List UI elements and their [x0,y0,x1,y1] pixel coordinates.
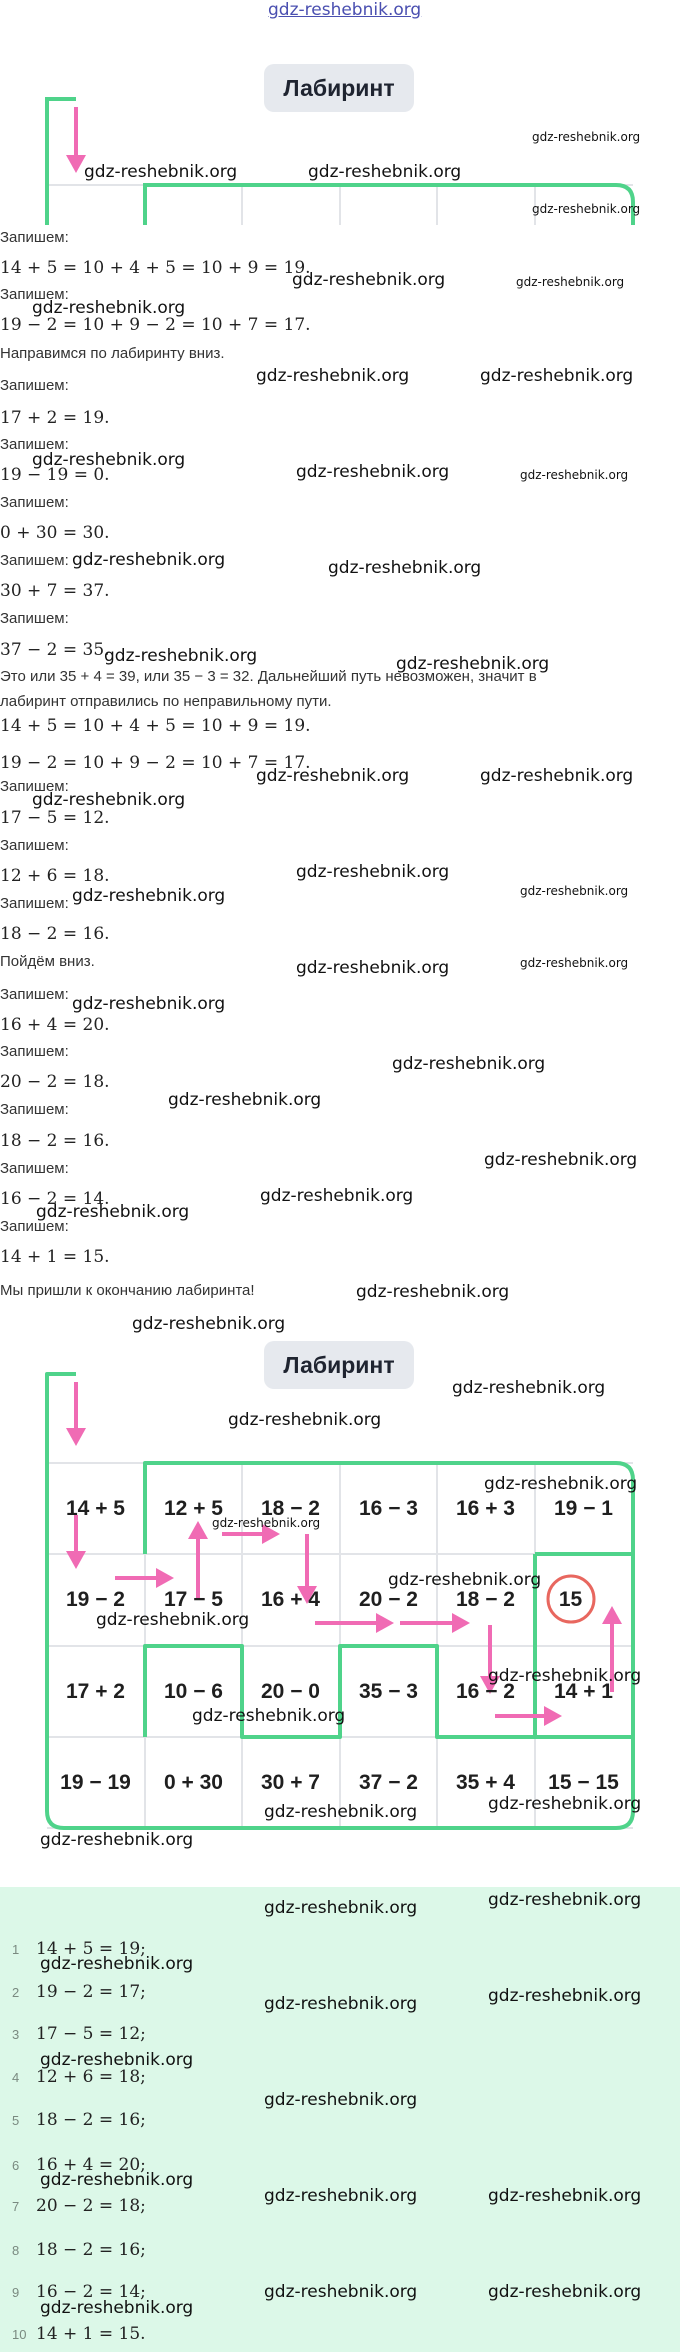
watermark: gdz-reshebnik.org [72,550,226,570]
watermark: gdz-reshebnik.org [488,2186,642,2206]
path-step: 18 − 2 = 16; [36,2110,146,2130]
watermark: gdz-reshebnik.org [480,766,634,786]
top-maze-entry-arrow [66,107,86,173]
write-label: Запишем: [0,286,69,303]
maze-cell: 35 + 4 [456,1770,515,1794]
end-text: Мы пришли к окончанию лабиринта! [0,1282,255,1299]
maze-cell: 30 + 7 [261,1770,320,1794]
equation: 18 − 2 = 16. [0,1131,110,1151]
watermark: gdz-reshebnik.org [396,654,550,674]
path-step-number: 2 [12,1985,20,2000]
maze-cell: 16 − 3 [359,1496,418,1520]
watermark: gdz-reshebnik.org [532,202,641,216]
watermark: gdz-reshebnik.org [32,790,186,810]
watermark: gdz-reshebnik.org [484,1150,638,1170]
equation: 37 − 2 = 35. [0,640,110,660]
watermark: gdz-reshebnik.org [168,1090,322,1110]
write-label: Запишем: [0,610,69,627]
maze-cell: 0 + 30 [164,1770,223,1794]
write-label: Запишем: [0,377,69,394]
watermark: gdz-reshebnik.org [296,462,450,482]
watermark: gdz-reshebnik.org [296,862,450,882]
watermark: gdz-reshebnik.org [72,994,226,1014]
watermark: gdz-reshebnik.org [40,2298,194,2318]
watermark: gdz-reshebnik.org [256,366,410,386]
write-label: Запишем: [0,1043,69,1060]
path-step: 17 − 5 = 12; [36,2024,146,2044]
maze-cell: 16 + 4 [261,1587,320,1611]
watermark: gdz-reshebnik.org [32,450,186,470]
maze-cell: 15 − 15 [548,1770,619,1794]
write-label: Запишем: [0,778,69,795]
path-step: 18 − 2 = 16; [36,2240,146,2260]
write-label: Запишем: [0,986,69,1003]
maze-cell: 14 + 5 [66,1496,125,1520]
path-step-number: 9 [12,2285,20,2300]
watermark: gdz-reshebnik.org [488,2282,642,2302]
watermark: gdz-reshebnik.org [488,1794,642,1814]
watermark: gdz-reshebnik.org [36,1202,190,1222]
equation: 19 − 2 = 10 + 9 − 2 = 10 + 7 = 17. [0,753,311,773]
watermark: gdz-reshebnik.org [520,884,629,898]
watermark: gdz-reshebnik.org [256,766,410,786]
watermark: gdz-reshebnik.org [296,958,450,978]
watermark: gdz-reshebnik.org [308,162,462,182]
equation: 0 + 30 = 30. [0,523,110,543]
maze-cell: 20 − 0 [261,1679,320,1703]
watermark: gdz-reshebnik.org [292,270,446,290]
maze-cell: 16 + 3 [456,1496,515,1520]
path-step-number: 4 [12,2070,20,2085]
maze-cell: 17 + 2 [66,1679,125,1703]
watermark: gdz-reshebnik.org [104,646,258,666]
watermark: gdz-reshebnik.org [480,366,634,386]
watermark: gdz-reshebnik.org [392,1054,546,1074]
maze-cell: 37 − 2 [359,1770,418,1794]
equation: 12 + 6 = 18. [0,866,110,886]
watermark: gdz-reshebnik.org [84,162,238,182]
watermark: gdz-reshebnik.org [72,886,226,906]
maze-cell: 18 − 2 [456,1587,515,1611]
maze-cell: 35 − 3 [359,1679,418,1703]
maze-cell: 19 − 19 [60,1770,131,1794]
watermark: gdz-reshebnik.org [40,2050,194,2070]
equation: 14 + 1 = 15. [0,1247,110,1267]
direction-note: Пойдём вниз. [0,953,95,970]
watermark: gdz-reshebnik.org [264,1802,418,1822]
equation: 17 − 5 = 12. [0,808,110,828]
watermark: gdz-reshebnik.org [488,1666,642,1686]
watermark: gdz-reshebnik.org [96,1610,250,1630]
maze-cell-finish: 15 [558,1587,583,1611]
dead-end-text: Это или 35 + 4 = 39, или 35 − 3 = 32. Дальнейший путь невозможен, значит в [0,668,537,685]
maze-cell: 20 − 2 [359,1587,418,1611]
watermark: gdz-reshebnik.org [388,1570,542,1590]
watermark: gdz-reshebnik.org [264,1994,418,2014]
path-step: 14 + 1 = 15. [36,2324,146,2344]
write-label: Запишем: [0,552,69,569]
watermark: gdz-reshebnik.org [488,1890,642,1910]
write-label: Запишем: [0,494,69,511]
path-step-number: 1 [12,1942,20,1957]
path-step: 12 + 6 = 18; [36,2067,146,2087]
equation: 16 + 4 = 20. [0,1015,110,1035]
watermark: gdz-reshebnik.org [264,2090,418,2110]
equation: 17 + 2 = 19. [0,408,110,428]
write-label: Запишем: [0,436,69,453]
equation: 30 + 7 = 37. [0,581,110,601]
page-title: Лабиринт [264,64,414,112]
watermark: gdz-reshebnik.org [328,558,482,578]
dead-end-text: лабиринт отправились по неправильному пути. [0,693,332,710]
direction-note: Направимся по лабиринту вниз. [0,345,225,362]
write-label: Запишем: [0,837,69,854]
watermark: gdz-reshebnik.org [132,1314,286,1334]
maze-cell: 16 − 2 [456,1679,515,1703]
path-step-number: 6 [12,2158,20,2173]
path-step: 19 − 2 = 17; [36,1982,146,2002]
write-label: Запишем: [0,229,69,246]
maze-cell: 17 − 5 [164,1587,223,1611]
path-step-number: 8 [12,2243,20,2258]
watermark: gdz-reshebnik.org [32,298,186,318]
path-step-number: 5 [12,2113,20,2128]
watermark: gdz-reshebnik.org [264,2282,418,2302]
equation: 19 − 19 = 0. [0,465,110,485]
maze-cell: 14 + 1 [554,1679,613,1703]
watermark: gdz-reshebnik.org [40,2170,194,2190]
watermark: gdz-reshebnik.org [484,1474,638,1494]
maze-cell: 18 − 2 [261,1496,320,1520]
watermark: gdz-reshebnik.org [40,1830,194,1850]
write-label: Запишем: [0,1160,69,1177]
path-step: 16 − 2 = 14; [36,2282,146,2302]
write-label: Запишем: [0,895,69,912]
watermark: gdz-reshebnik.org [516,275,625,289]
path-step-number: 3 [12,2027,20,2042]
watermark: gdz-reshebnik.org [212,1516,321,1530]
path-step: 14 + 5 = 19; [36,1939,146,1959]
watermark: gdz-reshebnik.org [520,468,629,482]
maze-cell: 19 − 1 [554,1496,613,1520]
path-step-number: 7 [12,2199,20,2214]
watermark: gdz-reshebnik.org [228,1410,382,1430]
equation: 18 − 2 = 16. [0,924,110,944]
watermark: gdz-reshebnik.org [264,1898,418,1918]
maze-cell: 19 − 2 [66,1587,125,1611]
maze-cell: 10 − 6 [164,1679,223,1703]
maze-title: Лабиринт [264,1341,414,1389]
watermark: gdz-reshebnik.org [532,130,641,144]
watermark: gdz-reshebnik.org [488,1986,642,2006]
equation: 16 − 2 = 14. [0,1189,110,1209]
watermark: gdz-reshebnik.org [192,1706,346,1726]
path-step: 16 + 4 = 20; [36,2155,146,2175]
watermark: gdz-reshebnik.org [520,956,629,970]
write-label: Запишем: [0,1218,69,1235]
watermark: gdz-reshebnik.org [356,1282,510,1302]
watermark: gdz-reshebnik.org [264,2186,418,2206]
watermark: gdz-reshebnik.org [452,1378,606,1398]
watermark: gdz-reshebnik.org [40,1954,194,1974]
equation: 19 − 2 = 10 + 9 − 2 = 10 + 7 = 17. [0,315,311,335]
equation: 20 − 2 = 18. [0,1072,110,1092]
watermark: gdz-reshebnik.org [260,1186,414,1206]
equation: 14 + 5 = 10 + 4 + 5 = 10 + 9 = 19. [0,716,311,736]
equation: 14 + 5 = 10 + 4 + 5 = 10 + 9 = 19. [0,258,311,278]
path-step-number: 10 [12,2327,27,2342]
write-label: Запишем: [0,1101,69,1118]
path-step: 20 − 2 = 18; [36,2196,146,2216]
site-header-link[interactable]: gdz-reshebnik.org [268,0,422,20]
maze-cell: 12 + 5 [164,1496,223,1520]
